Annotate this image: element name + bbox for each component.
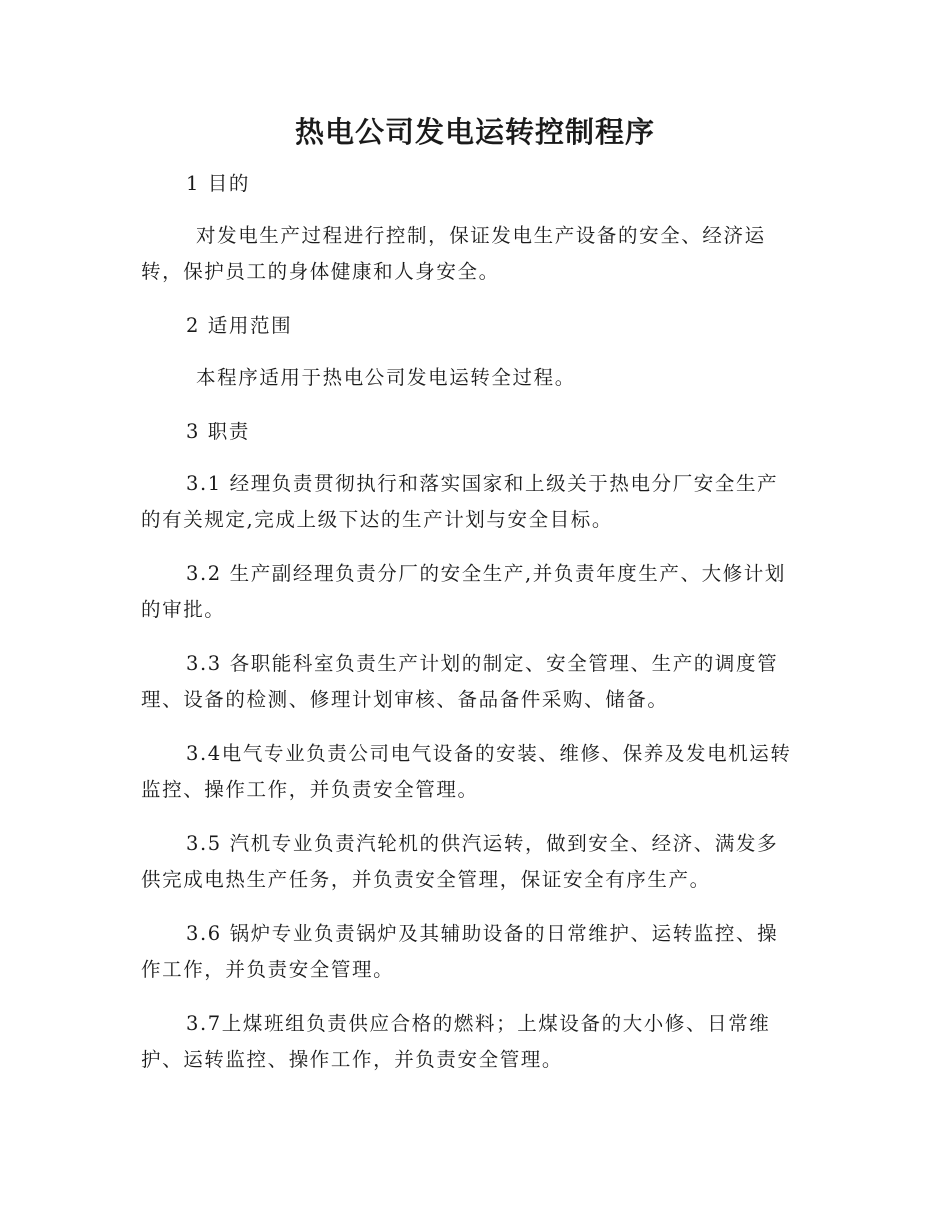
heading-responsibilities: 3 职责 bbox=[186, 420, 251, 443]
paragraph-line: 3.4电气专业负责公司电气设备的安装、维修、保养及发电机运转 bbox=[186, 742, 792, 765]
paragraph-line: 本程序适用于热电公司发电运转全过程。 bbox=[196, 366, 576, 389]
paragraph-line: 3.1 经理负责贯彻执行和落实国家和上级关于热电分厂安全生产 bbox=[186, 472, 779, 495]
paragraph-line: 3.5 汽机专业负责汽轮机的供汽运转，做到安全、经济、满发多 bbox=[186, 832, 779, 855]
paragraph-line: 3.7上煤班组负责供应合格的燃料；上煤设备的大小修、日常维 bbox=[186, 1012, 771, 1035]
paragraph-line: 的有关规定,完成上级下达的生产计划与安全目标。 bbox=[141, 508, 613, 531]
paragraph-line: 3.2 生产副经理负责分厂的安全生产,并负责年度生产、大修计划 bbox=[186, 562, 787, 585]
paragraph-line: 3.3 各职能科室负责生产计划的制定、安全管理、生产的调度管 bbox=[186, 652, 779, 675]
heading-purpose: 1 目的 bbox=[186, 172, 251, 195]
paragraph-line: 的审批。 bbox=[141, 598, 226, 621]
paragraph-line: 供完成电热生产任务，并负责安全管理，保证安全有序生产。 bbox=[141, 868, 711, 891]
paragraph-line: 转，保护员工的身体健康和人身安全。 bbox=[141, 260, 500, 283]
paragraph-line: 监控、操作工作，并负责安全管理。 bbox=[141, 778, 479, 801]
paragraph-line: 作工作，并负责安全管理。 bbox=[141, 958, 395, 981]
paragraph-line: 对发电生产过程进行控制，保证发电生产设备的安全、经济运 bbox=[196, 224, 766, 247]
document-title: 热电公司发电运转控制程序 bbox=[294, 115, 655, 149]
heading-scope: 2 适用范围 bbox=[186, 314, 293, 337]
paragraph-line: 3.6 锅炉专业负责锅炉及其辅助设备的日常维护、运转监控、操 bbox=[186, 922, 779, 945]
paragraph-line: 护、运转监控、操作工作，并负责安全管理。 bbox=[141, 1048, 564, 1071]
paragraph-line: 理、设备的检测、修理计划审核、备品备件采购、储备。 bbox=[141, 688, 669, 711]
